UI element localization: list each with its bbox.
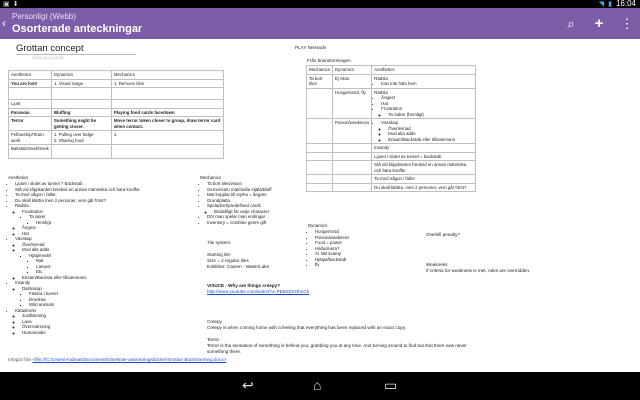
table-row (9, 88, 224, 100)
list (8, 181, 198, 335)
table-cell: Poison/weakness (333, 119, 372, 144)
table-cell: Aesthetics (372, 66, 476, 75)
table-cell (307, 175, 333, 184)
right-header[interactable]: PLAY NetHack! (295, 45, 327, 50)
download-icon: ⬇ (12, 1, 19, 8)
table-cell (51, 145, 111, 159)
list (200, 181, 310, 225)
table-row (9, 117, 224, 131)
table-cell: Dynamics (51, 71, 111, 80)
list-item: • Stå vid klippkanten bredvid en annan människa och bara knuffa! (15, 187, 198, 193)
note-page[interactable] (0, 39, 640, 372)
list-item-text: Rädsla (15, 203, 29, 208)
list (374, 81, 473, 87)
list-item: ▪ Hemligt (36, 220, 198, 226)
table-cell: 1. Remove tiles (111, 79, 223, 88)
list (308, 229, 408, 268)
list-item (381, 120, 473, 142)
weakness-text[interactable]: If criteria for weakness is met, rules are overridden. (426, 268, 531, 273)
list-item-text: Katastrofer (15, 307, 37, 313)
recents-nav-icon[interactable]: ▭ (384, 377, 398, 393)
sublist (15, 286, 198, 308)
brainstorm-table[interactable] (306, 65, 476, 192)
table-cell: Something might be getting closer. (51, 117, 111, 131)
list-item: • Ta bort tiles/vision (207, 181, 310, 187)
list-item (29, 253, 198, 275)
list-item: ◦ Jordbävning (22, 313, 198, 319)
sublist (29, 258, 198, 275)
table-cell (111, 88, 223, 100)
list-item: • Ljuset i slutet av tunnel ? Backstab (15, 181, 198, 187)
list-item (381, 106, 473, 117)
table-cell: You are lost! (9, 79, 52, 88)
table-row (307, 74, 476, 88)
list-item-text: Växskap (381, 120, 399, 125)
table-row (307, 175, 476, 184)
list-item: • Du skall klättra men 2 personer, vem går först? (15, 198, 198, 204)
list-item (22, 209, 198, 226)
table-row (9, 79, 224, 88)
app-bar (0, 8, 640, 39)
table-cell: Insanity (372, 144, 476, 153)
table-cell (333, 152, 372, 161)
list (374, 95, 473, 117)
source-file-link[interactable]: <file:///C:\Users\Andreas\Documents\OneNote-anteckningsböcker\Grottan Brainstorming.docx> (32, 357, 227, 362)
list-item: • Hungersnöd (315, 229, 408, 235)
table-row (307, 66, 476, 75)
table-cell: Fellowship/Team work (9, 131, 52, 145)
table-cell (51, 100, 111, 109)
section-title[interactable]: Osorterade anteckningar (12, 23, 143, 35)
sublist (22, 214, 198, 225)
list-item: • Hallucinera? (315, 246, 408, 252)
starting-tile[interactable]: Starting tile: (207, 252, 232, 257)
list-item (29, 214, 198, 225)
list-item: ▪ Etc. (36, 269, 198, 275)
table-cell (333, 183, 372, 192)
table-row (307, 152, 476, 161)
list-item: ◦ Ensam/Backstab eller tillsammans (388, 137, 473, 143)
table-cell: 1. Visual range (51, 79, 111, 88)
table-cell: Ljust (9, 100, 52, 109)
sublist (15, 242, 198, 281)
battery-icon: ▮ (608, 0, 612, 8)
list-item-text: Mod alla adds (22, 247, 50, 252)
list-item: • Gemensam mat/mafia stjäla/Bluff (207, 187, 310, 193)
list-item: • Grundplatta (207, 198, 310, 204)
table-cell: Terror (9, 117, 52, 131)
sublist (22, 291, 198, 308)
back-nav-icon[interactable]: ↩ (242, 377, 254, 393)
table-row (307, 119, 476, 144)
table-cell (307, 152, 333, 161)
table-cell (307, 183, 333, 192)
list-item-text: Spelarkort/predefined cards (207, 203, 261, 208)
aesthetics-block[interactable] (8, 175, 198, 335)
list-item: ◦ Översvämning (22, 324, 198, 330)
page-date: 2013-10-11 19:04 (32, 55, 64, 60)
adm-table[interactable] (8, 70, 224, 159)
list-item: • Dör man spelar man endingar (207, 214, 310, 220)
terror-text[interactable]: Terror is the sensation of something is behind you, grabbing you at any time. And turning around to find but that there was never something there. (207, 343, 467, 354)
inserted-prefix: Infogat från (8, 357, 32, 362)
list-item (15, 308, 198, 336)
youtube-link[interactable]: http://www.youtube.com/watch?v=PEBnDXOhnCk (207, 289, 310, 294)
table-cell: Stå vid klippkanten bredvid en annan människa och bara knuffa! (372, 161, 476, 175)
table-row (9, 100, 224, 109)
table-cell (333, 161, 372, 175)
table-cell: Mechanics (111, 71, 223, 80)
table-cell (307, 119, 333, 144)
list-item-text: Insanity (15, 280, 31, 285)
list-item-text: Dalmskap (22, 285, 42, 291)
list-item-text: Frustration (381, 106, 403, 111)
list-item: ◦ Överlevnad (22, 242, 198, 248)
sublist (22, 253, 198, 275)
dynamics-heading: Dynamics (308, 223, 328, 228)
table-cell: Move terror token closer to group, draw terror card when contact. (111, 117, 223, 131)
list-item: • Mat kopplat till styrka = ångare (207, 192, 310, 198)
list-item: ▪ Drunkna (29, 297, 198, 303)
sublist (381, 126, 473, 143)
list-item-text: Hjälpmedel (29, 252, 51, 258)
list-item: ▪ Mat (36, 258, 198, 264)
wifi-icon: ◥ (598, 0, 605, 8)
dynamics-block[interactable] (308, 223, 408, 268)
sublist (381, 112, 473, 118)
table-cell (372, 119, 476, 144)
table-cell (111, 100, 223, 109)
table-cell: Ta med någon i fallet (372, 175, 476, 184)
mechanics-block[interactable] (200, 175, 310, 225)
table-cell (51, 88, 111, 100)
overkill-note[interactable]: Overkill penalty? (426, 232, 460, 237)
list-item: ▪ Fastna i tunnel (29, 291, 198, 297)
table-cell (333, 144, 372, 153)
creepy-heading[interactable]: Creepy (207, 319, 222, 324)
image-icon: ▣ (3, 1, 10, 8)
cell-text: Rädsla (374, 75, 388, 81)
list-item: • Hat (381, 101, 473, 107)
list-item: ◦ Ta Saker (hemligt) (388, 112, 473, 118)
table-row (307, 88, 476, 119)
table-cell (333, 175, 372, 184)
list-item-text: Frustration (22, 208, 43, 214)
table-cell: Aesthetics (9, 71, 52, 80)
table-cell: Dynamics (333, 66, 372, 75)
list-item: ◦ Ångest (22, 225, 198, 231)
table-cell: 1. Pulling over ledge 2. Sharing food (51, 131, 111, 145)
list-item (207, 203, 310, 214)
list-item: • Food = power (315, 240, 408, 246)
table-cell (307, 88, 333, 119)
edge-tiles[interactable]: Edeltiles: Cavern - Water/Lake (207, 264, 270, 269)
overflow-icon[interactable]: ⋮ (620, 15, 634, 31)
list-item: ◦ Humanoider (22, 330, 198, 336)
list-item (22, 286, 198, 308)
list-item: • Inventory = combine genre gift (207, 220, 310, 226)
table-cell (307, 144, 333, 153)
aesthetics-heading: Aesthetics (8, 175, 29, 180)
weakness-heading[interactable]: Weakness (426, 262, 448, 267)
search-icon[interactable]: ⌕ (567, 15, 575, 31)
table-row (307, 161, 476, 175)
table-cell: Bakstab/Svek/Svek (9, 145, 52, 159)
navigation-bar (0, 372, 640, 400)
tile-size[interactable]: Size = 2 regular tiles (207, 258, 249, 263)
list-item (15, 203, 198, 236)
list-item: ◦ Ensam/Backsta eller tillsammans (22, 275, 198, 281)
list-item: ▪ Wild animals (29, 302, 198, 308)
table-cell (111, 145, 223, 159)
list-item: ◦ Hat (22, 231, 198, 237)
list-item: • fly (315, 262, 408, 268)
notification-icons (3, 0, 19, 8)
table-cell (307, 161, 333, 175)
home-nav-icon[interactable]: ⌂ (313, 377, 322, 393)
list-item: ◦ Bra/dåligt för varje character (214, 209, 310, 215)
inserted-from[interactable] (8, 357, 228, 363)
list-item: ◦ Överlevnad (388, 126, 473, 132)
list-item (15, 280, 198, 308)
tile-system[interactable]: Tile system: (207, 240, 232, 245)
mechanics-heading: Mechanics (200, 175, 221, 180)
list-item: • Ta med någon i fallet (15, 192, 198, 198)
list-item: • Är rätt svamp (315, 251, 408, 257)
list-item (15, 236, 198, 280)
sublist (15, 209, 198, 237)
table-cell: Hungersnöd, fly (333, 88, 372, 119)
list (374, 120, 473, 142)
list-item: ◦ Mod alla adds (388, 131, 473, 137)
list-item-text: Växskap (15, 236, 32, 241)
table-cell: Mechanics (307, 66, 333, 75)
clock: 16:04 (615, 0, 636, 8)
right-subheader[interactable]: Från brainstormingen (307, 58, 351, 63)
list-item: • Kan inte hitta hem (381, 81, 473, 87)
table-cell: Paranoia (9, 108, 52, 117)
table-row (9, 108, 224, 117)
list-item (22, 247, 198, 275)
table-row (307, 183, 476, 192)
table-cell: Ta bort tiles (307, 74, 333, 88)
list-item: • Poison/weakness (315, 235, 408, 241)
table-row (9, 71, 224, 80)
status-bar (0, 0, 640, 8)
table-cell: Playing food cards facedown (111, 108, 223, 117)
back-arrow-icon[interactable]: ‹ (2, 16, 6, 30)
visual-title[interactable]: VISUCE - Why are things creepy? (207, 283, 281, 288)
list-item: ▪ Lampor (36, 264, 198, 270)
sublist (15, 313, 198, 335)
table-cell: Ljuset i slutet av tunnel = backstab (372, 152, 476, 161)
table-cell: Du skall klättra, men 2 personer, vem går först? (372, 183, 476, 192)
table-cell: Ej ökse (333, 74, 372, 88)
list-item: ◦ Lava (22, 319, 198, 325)
page-title[interactable]: Grottan concept (16, 43, 84, 54)
list-item: • Ångest (381, 95, 473, 101)
list-item: • Hjälpa/backstab (315, 257, 408, 263)
table-row (9, 131, 224, 145)
table-cell: 1. (111, 131, 223, 145)
terror-heading[interactable]: Terror (207, 337, 219, 342)
creepy-text[interactable]: Creepy is when coming home with a feeling that everything has been replaced with an exact copy. (207, 325, 407, 330)
notebook-name[interactable]: Personligt (Webb) (12, 12, 76, 21)
table-cell (9, 88, 52, 100)
list-item-text: Ta saker (29, 214, 46, 219)
table-row (307, 144, 476, 153)
table-cell (372, 88, 476, 119)
table-cell (372, 74, 476, 88)
table-row (9, 145, 224, 159)
plus-icon[interactable]: + (594, 15, 604, 32)
cell-text: Rädsla (374, 89, 388, 95)
table-cell: Bluffing (51, 108, 111, 117)
